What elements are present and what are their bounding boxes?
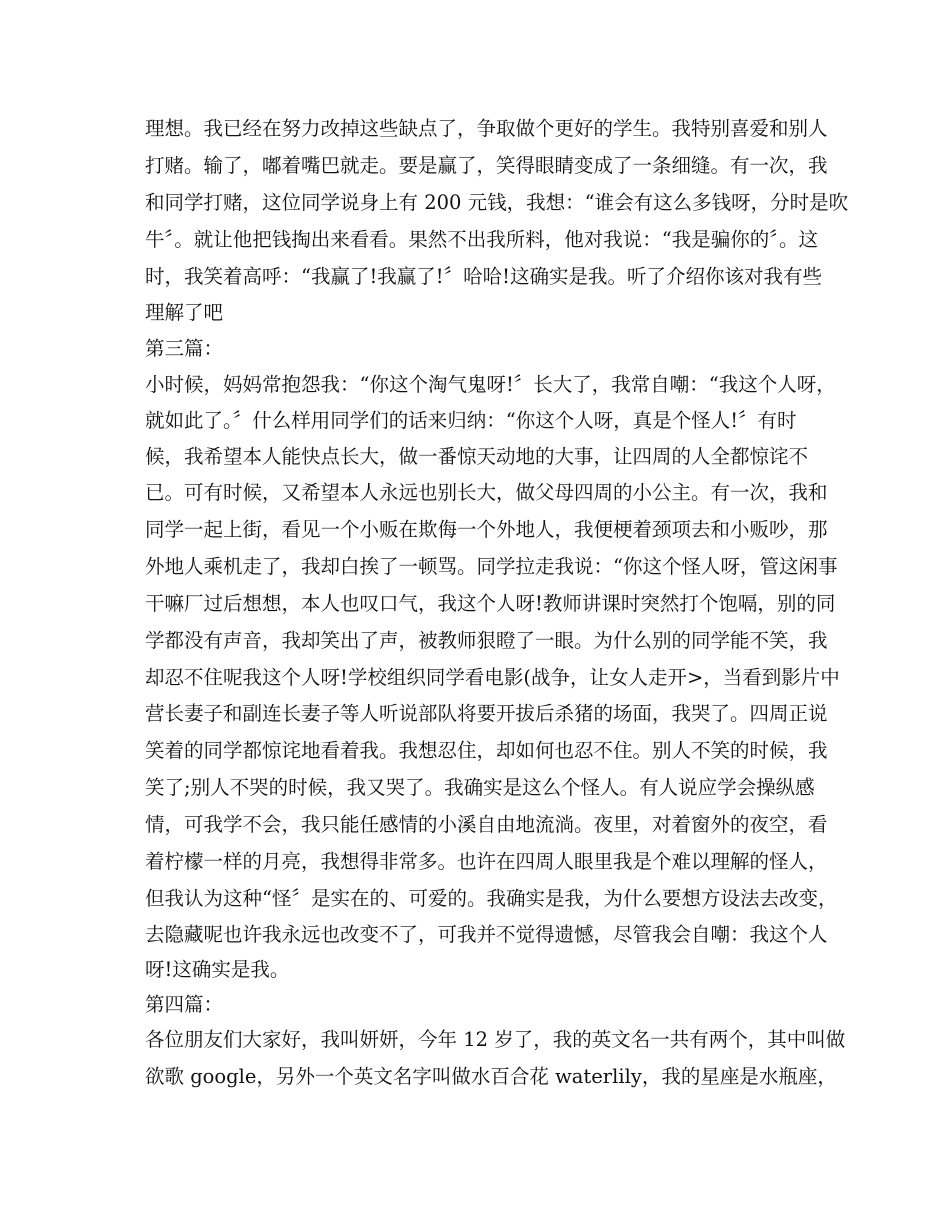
section-heading: 第四篇： [145, 993, 224, 1016]
text-line: 笑着的同学都惊诧地看着我。我想忍住，却如何也忍不住。别人不笑的时候，我 [145, 739, 828, 762]
text-line: 和同学打赌，这位同学说身上有 200 元钱，我想：“谁会有这么多钱呀，分时是吹 [145, 191, 849, 214]
text-line: 同学一起上街，看见一个小贩在欺侮一个外地人，我便梗着颈项去和小贩吵，那 [145, 518, 828, 541]
text-line: 时，我笑着高呼：“我赢了!我赢了!〞哈哈!这确实是我。听了介绍你该对我有些 [145, 265, 822, 288]
text-line: 理想。我已经在努力改掉这些缺点了，争取做个更好的学生。我特别喜爱和别人 [145, 117, 828, 140]
text-line: 小时候，妈妈常抱怨我：“你这个淘气鬼呀!〞长大了，我常自嘲：“我这个人呀， [145, 373, 836, 396]
text-line: 干嘛厂过后想想，本人也叹口气，我这个人呀!教师讲课时突然打个饱嗝，别的同 [145, 592, 836, 615]
text-line: 着柠檬一样的月亮，我想得非常多。也许在四周人眼里我是个难以理解的怪人， [145, 850, 828, 873]
text-line: 候，我希望本人能快点长大，做一番惊天动地的大事，让四周的人全都惊诧不 [145, 445, 809, 468]
text-line: 外地人乘机走了，我却白挨了一顿骂。同学拉走我说：“你这个怪人呀，管这闲事 [145, 555, 838, 578]
text-line: 情，可我学不会，我只能任感情的小溪自由地流淌。夜里，对着窗外的夜空，看 [145, 813, 828, 836]
text-line: 就如此了。〞什么样用同学们的话来归纳：“你这个人呀，真是个怪人!〞有时 [145, 409, 797, 432]
text-line: 牛〞。就让他把钱掏出来看看。果然不出我所料，他对我说：“我是骗你的〞。这 [145, 228, 818, 251]
text-line: 呀!这确实是我。 [145, 958, 290, 981]
text-line: 理解了吧 [145, 301, 224, 324]
text-line: 但我认为这种“怪〞是实在的、可爱的。我确实是我，为什么要想方设法去改变， [145, 887, 838, 910]
text-line: 各位朋友们大家好，我叫妍妍，今年 12 岁了，我的英文名一共有两个，其中叫做 [145, 1028, 846, 1051]
text-line: 打赌。输了，嘟着嘴巴就走。要是赢了，笑得眼睛变成了一条细缝。有一次，我 [145, 154, 828, 177]
text-line: 笑了;别人不哭的时候，我又哭了。我确实是这么个怪人。有人说应学会操纵感 [145, 776, 815, 799]
text-line: 学都没有声音，我却笑出了声，被教师狠瞪了一眼。为什么别的同学能不笑，我 [145, 629, 828, 652]
text-line: 营长妻子和副连长妻子等人听说部队将要开拔后杀猪的场面，我哭了。四周正说 [145, 702, 828, 725]
text-line: 却忍不住呢我这个人呀!学校组织同学看电影(战争，让女人走开>，当看到影片中 [145, 666, 840, 689]
text-line: 欲歌 google，另外一个英文名字叫做水百合花 waterlily，我的星座是水瓶座， [145, 1065, 837, 1088]
text-line: 去隐藏呢也许我永远也改变不了，可我并不觉得遗憾，尽管我会自嘲：我这个人 [145, 923, 828, 946]
section-heading: 第三篇： [145, 337, 224, 360]
text-line: 已。可有时候，又希望本人永远也别长大，做父母四周的小公主。有一次，我和 [145, 481, 828, 504]
